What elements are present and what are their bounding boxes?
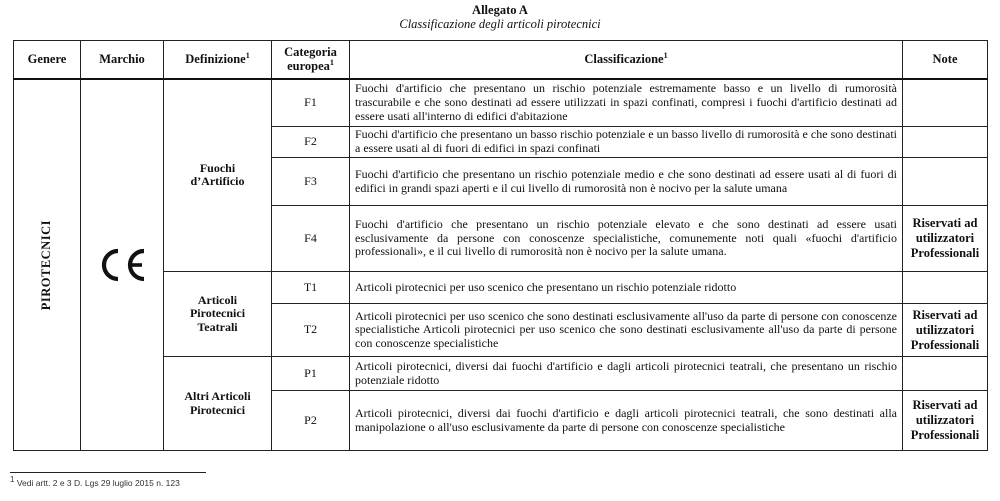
column-header-definizione: Definizione$^1$ bbox=[164, 41, 272, 79]
note-cell bbox=[903, 127, 988, 158]
note-cell: Riservati ad utilizzatori Professionali bbox=[903, 206, 988, 272]
column-header-genere: Genere bbox=[14, 41, 81, 79]
note-cell: Riservati ad utilizzatori Professionali bbox=[903, 391, 988, 451]
classificazione-cell: Articoli pirotecnici per uso scenico che sono destinati esclusivamente all'uso da parte di persone con conoscenze specialistiche Articoli pirotecnici per uso scenico che sono destinati esclusivamente all'uso da parte di persone con conoscenze specialistiche bbox=[350, 304, 903, 357]
definizione-altri-articoli-pirotecnici: Altri Articoli Pirotecnici bbox=[164, 357, 272, 451]
document-subtitle: Classificazione degli articoli pirotecnici bbox=[399, 17, 601, 31]
marchio-cell bbox=[81, 79, 164, 451]
classificazione-cell: Fuochi d'artificio che presentano un rischio potenziale elevato e che sono destinati ad essere usati esclusivamente da persone con conoscenze specialistiche, comunemente noti quali «fuochi d'artificio professionali», e il cui livello di rumorosità non è nocivo per la salute umana. bbox=[350, 206, 903, 272]
definizione-articoli-pirotecnici-teatrali: Articoli Pirotecnici Teatrali bbox=[164, 272, 272, 357]
classificazione-cell: Articoli pirotecnici, diversi dai fuochi d'artificio e dagli articoli pirotecnici teatrali, che sono destinati alla manipolazione o all'uso esclusivamente da parte di persone con conoscenze specialistiche bbox=[350, 391, 903, 451]
column-header-categoria: Categoria europea$^1$ bbox=[272, 41, 350, 79]
footnote: $^1$ Vedi artt. 2 e 3 D. Lgs 29 luglio 2015 n. 123 bbox=[10, 475, 180, 488]
footnote-separator bbox=[10, 472, 206, 473]
categoria-cell: P2 bbox=[272, 391, 350, 451]
categoria-cell: F3 bbox=[272, 158, 350, 206]
table-header-row bbox=[14, 41, 988, 79]
classification-table bbox=[13, 40, 988, 451]
note-cell: Riservati ad utilizzatori Professionali bbox=[903, 304, 988, 357]
categoria-cell: T1 bbox=[272, 272, 350, 304]
table-row bbox=[14, 79, 988, 127]
note-cell bbox=[903, 79, 988, 127]
classificazione-cell: Fuochi d'artificio che presentano un rischio potenziale medio e che sono destinati ad essere usati al di fuori di edifici in grandi spazi aperti e il cui livello di rumorosità non è nocivo per la salute umana bbox=[350, 158, 903, 206]
note-cell bbox=[903, 272, 988, 304]
column-header-note: Note bbox=[903, 41, 988, 79]
note-cell bbox=[903, 357, 988, 391]
classificazione-cell: Fuochi d'artificio che presentano un basso rischio potenziale e un basso livello di rumorosità e che sono destinati a essere usati al di fuori di edifici in spazi confinati bbox=[350, 127, 903, 158]
genere-label: PIROTECNICI bbox=[39, 219, 54, 310]
document-title: Allegato A bbox=[472, 3, 528, 17]
classificazione-cell: Articoli pirotecnici per uso scenico che presentano un rischio potenziale ridotto bbox=[350, 272, 903, 304]
column-header-classificazione: Classificazione$^1$ bbox=[350, 41, 903, 79]
definizione-fuochi-artificio: Fuochi d’Artificio bbox=[164, 79, 272, 272]
note-cell bbox=[903, 158, 988, 206]
column-header-marchio: Marchio bbox=[81, 41, 164, 79]
categoria-cell: P1 bbox=[272, 357, 350, 391]
categoria-cell: T2 bbox=[272, 304, 350, 357]
genere-cell bbox=[14, 79, 81, 451]
ce-mark-icon bbox=[94, 245, 150, 285]
categoria-cell: F4 bbox=[272, 206, 350, 272]
classificazione-cell: Articoli pirotecnici, diversi dai fuochi d'artificio e dagli articoli pirotecnici teatrali, che presentano un rischio potenziale ridotto bbox=[350, 357, 903, 391]
classificazione-cell: Fuochi d'artificio che presentano un rischio potenziale estremamente basso e un livello di rumorosità trascurabile e che sono destinati ad essere utilizzati in spazi confinati, compresi i fuochi d'artificio destinati ad essere usati all'interno di edifici d'abitazione bbox=[350, 79, 903, 127]
categoria-cell: F1 bbox=[272, 79, 350, 127]
categoria-cell: F2 bbox=[272, 127, 350, 158]
